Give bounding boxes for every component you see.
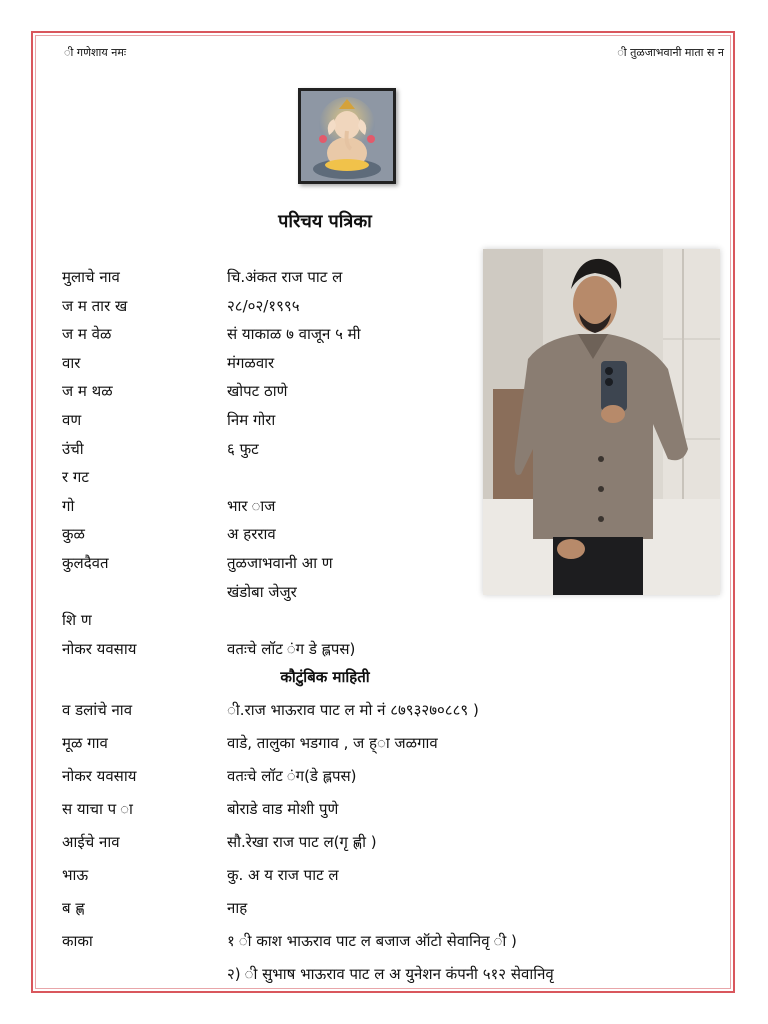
personal-detail-value: निम गोरा (227, 411, 276, 429)
family-detail-value: बोराडे वाड मोशी पुणे (227, 800, 339, 818)
personal-detail-label: वण (62, 411, 82, 429)
personal-detail-label: ज म वेळ (62, 325, 112, 344)
family-detail-value: सौ.रेखा राज पाट ल(गृ ह्णी ) (227, 833, 377, 851)
family-detail-label: भाऊ (62, 866, 89, 884)
family-detail-value: ी.राज भाऊराव पाट ल मो नं ८७९३२७०८८९ ) (227, 701, 479, 719)
personal-detail-label: नोकर यवसाय (62, 639, 137, 658)
personal-detail-value: वतःचे लॉट ंग डे ह्लपस) (227, 639, 356, 658)
personal-detail-value: चि.अंकत राज पाट ल (227, 268, 343, 286)
personal-detail-label: मुलाचे नाव (62, 268, 120, 286)
family-detail-label: आईचे नाव (62, 833, 120, 851)
family-detail-value: कु. अ य राज पाट ल (227, 866, 339, 884)
personal-detail-value: ६ फुट (227, 439, 259, 458)
personal-detail-value: तुळजाभवानी आ ण (227, 554, 333, 572)
family-detail-value: वतःचे लॉट ंग(डे ह्लपस) (227, 767, 357, 785)
personal-detail-label: ज म तार ख (62, 296, 128, 315)
family-detail-value: नाह (227, 899, 248, 917)
page-title: परिचय पत्रिका (278, 211, 372, 232)
profile-photo (483, 249, 720, 595)
family-detail-value: २) ी सुभाष भाऊराव पाट ल अ युनेशन कंपनी ५१२ सेवानिवृ (227, 965, 554, 983)
personal-detail-value: २८/०२/१९९५ (227, 296, 300, 315)
family-detail-label: नोकर यवसाय (62, 767, 137, 785)
personal-detail-value: खंडोबा जेजुर (227, 582, 297, 601)
header-invocation-left: ी गणेशाय नमः (64, 46, 127, 59)
header-invocation-right: ी तुळजाभवानी माता स न (617, 46, 724, 59)
personal-detail-value: खोपट ठाणे (227, 382, 288, 401)
personal-detail-value: अ हरराव (227, 525, 276, 544)
personal-detail-label: गो (62, 496, 75, 515)
family-detail-label: स याचा प ा (62, 800, 133, 818)
family-section-heading: कौटुंबिक माहिती (280, 668, 370, 686)
personal-detail-label: कुळ (62, 525, 85, 544)
personal-detail-label: उंची (62, 439, 84, 458)
family-detail-value: १ ी काश भाऊराव पाट ल बजाज ऑटो सेवानिवृ ी ) (227, 932, 517, 950)
personal-detail-label: कुलदैवत (62, 554, 109, 572)
personal-detail-label: ज म थळ (62, 382, 113, 401)
family-detail-label: ब ह्ण (62, 899, 85, 917)
personal-detail-value: भार ाज (227, 496, 276, 515)
ganesh-image (298, 88, 396, 184)
family-detail-value: वाडे, तालुका भडगाव , ज ह्ा जळगाव (227, 734, 438, 752)
personal-detail-value: मंगळवार (227, 353, 275, 372)
personal-detail-value: सं याकाळ ७ वाजून ५ मी (227, 325, 361, 344)
family-detail-label: काका (62, 932, 93, 950)
personal-detail-label: र गट (62, 468, 89, 487)
personal-detail-label: वार (62, 353, 81, 372)
family-detail-label: मूळ गाव (62, 734, 108, 752)
personal-detail-label: शि ण (62, 611, 92, 630)
family-detail-label: व डलांचे नाव (62, 701, 133, 719)
